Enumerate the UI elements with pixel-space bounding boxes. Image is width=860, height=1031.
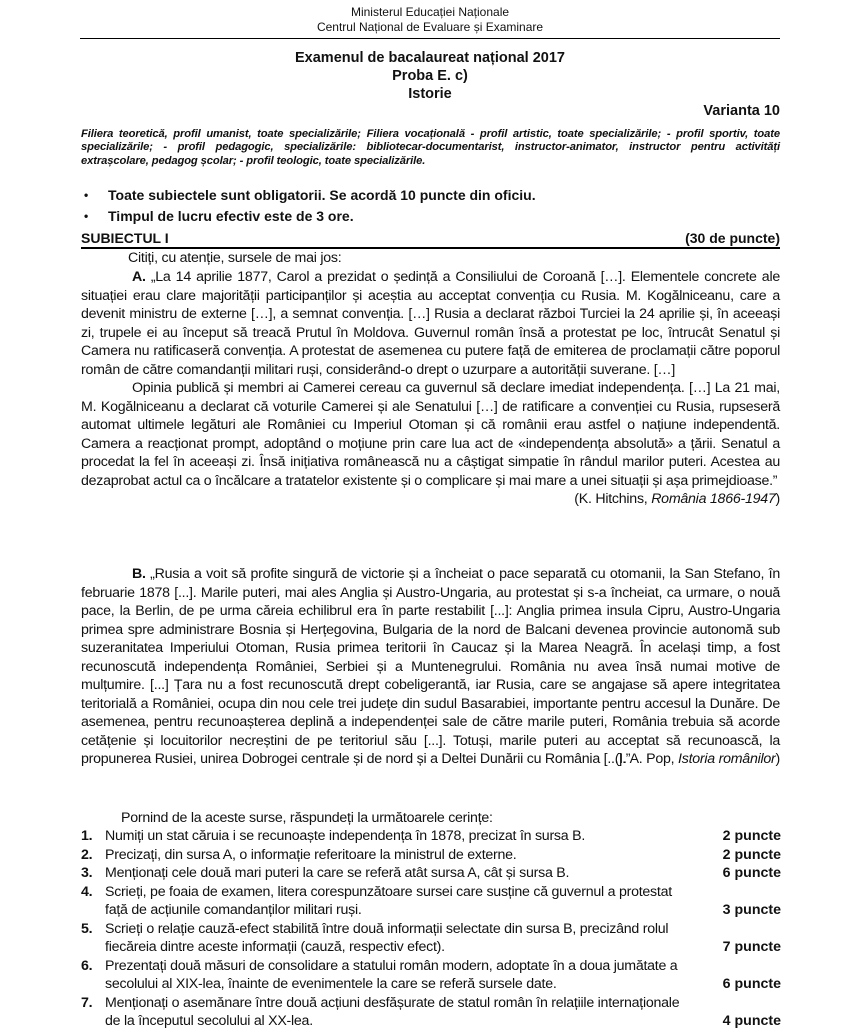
question-item: 2. Precizați, din sursa A, o informație referitoare la ministrul de externe. 2 puncte (81, 846, 781, 863)
rule-text: Toate subiectele sunt obligatorii. Se acordă 10 puncte din oficiu. (108, 187, 536, 203)
questions-prompt: Pornind de la aceste surse, răspundeți la următoarele cerințe: (121, 810, 493, 826)
question-item: 1. Numiți un stat căruia i se recunoaște independența în 1878, precizat în sursa B. 2 puncte (81, 828, 781, 844)
question-points: 6 puncte (722, 865, 781, 881)
source-b-citation: (I. A. Pop, Istoria românilor) (614, 751, 780, 767)
source-a-paragraph-2: Opinia publică și membri ai Camerei cereau ca guvernul să declare imediat independența. […] La 21 mai, M. Kogălniceanu a declarat că voturile Camerei și ale Senatului […] de ratificare a convenției cu Rusia, rupseseră automat ultimele legături ale României cu Imperiul Otoman și că românii erau astfel o națiune independentă. Camera a reacționat prompt, adoptând o moțiune prin care lua act de «independența absolută» a țării. Senatul a procedat la fel în aceeași zi. Însă inițiativa românească nu a câștigat simpatie în rândul marilor puteri. Acestea au dezaprobat actul ca o încălcare a tratatelor existente și o complicare și mai mare a unei situații și așa primejdioase.” (81, 380, 780, 489)
question-points: 2 puncte (722, 846, 781, 863)
question-points: 7 puncte (722, 939, 781, 955)
source-b-label: B. (132, 566, 146, 582)
question-item: 7. Menționați o asemănare între două acțiuni desfășurate de statul român în relațiile internaționale de la începutul secolului al XX-lea. 4 puncte (81, 994, 781, 1029)
question-item: 5. Scrieți o relație cauză-efect stabilită între două informații selectate din sursa B, precizând rolul fiecăreia dintre aceste informații (cauză, respectiv efect). 7 puncte (81, 920, 781, 955)
question-item: 3. Menționați cele două mari puteri la care se referă atât sursa A, cât și sursa B. 6 puncte (81, 865, 781, 881)
source-b-paragraph (81, 565, 780, 769)
source-b-work: Istoria românilor (678, 751, 776, 767)
source-a (81, 268, 780, 509)
exam-subject: Istorie (408, 86, 452, 102)
exam-proba: Proba E. c) (392, 68, 468, 84)
question-item: 6. Prezentați două măsuri de consolidare a statului român modern, adoptate în a doua jumătate a secolului al XIX-lea, înainte de evenimentele la care se referă sursele date. 6 puncte (81, 957, 781, 992)
source-a-paragraph-1 (81, 268, 780, 379)
exam-rule (84, 185, 784, 206)
filiera-profile-note: Filiera teoretică, profil umanist, toate specializările; Filiera vocațională - profil artistic, toate specializările; - profil sportiv, toate specializările; - profil pedagogic, specializările: bibliotecar-documentarist, instructor-animator, instructor pentru activități extrașcolare, pedagog școlar; - profil teologic, toate specializările. (81, 128, 780, 167)
source-a-work: România 1866-1947 (651, 491, 776, 507)
source-a-label: A. (132, 269, 146, 285)
subject-heading (81, 230, 780, 249)
subject-points: (30 de puncte) (685, 230, 780, 246)
bullet-icon: • (84, 209, 89, 223)
exam-rule (84, 206, 784, 227)
question-item: 4. Scrieți, pe foaia de examen, litera corespunzătoare sursei care susține că guvernul a protestat față de acțiunile comandanților militari ruși. 3 puncte (81, 883, 781, 918)
exam-title: Examenul de bacalaureat național 2017 (295, 50, 565, 66)
question-points: 3 puncte (722, 902, 781, 918)
header-divider (80, 38, 780, 39)
question-points: 6 puncte (722, 976, 781, 992)
exam-variant: Varianta 10 (703, 103, 780, 119)
center-name: Centrul Național de Evaluare și Examinare (316, 20, 544, 34)
rule-text: Timpul de lucru efectiv este de 3 ore. (108, 208, 354, 224)
ministry-name: Ministerul Educației Naționale (350, 5, 510, 19)
bullet-icon: • (84, 188, 89, 202)
questions-list (81, 827, 781, 1031)
source-b-text: „Rusia a voit să profite singură de victorie și a încheiat o pace separată cu otomanii, la San Stefano, în februarie 1878 [...]. Marile puteri, mai ales Anglia și Austro-Ungaria, au protestat și s-a încheiat, ca urmare, o nouă pace, la Berlin, de pe urma căreia echilibrul era în parte restabilit [...]: Anglia primea insula Cipru, Austro-Ungaria primea spre administrare Bosnia și Herțegovina, Bulgaria de la nord de Balcani devenea provincie autonomă sub suzeranitatea Imperiului Otoman, Rusia primea teritorii în Caucaz și la Marea Neagră. În același timp, a fost recunoscută independența României, Serbiei și a Muntenegrului. România nu avea însă numai motive de mulțumire. [...] Țara nu a fost recunoscută drept cobeligerantă, iar Rusia, care se angajase să apere integritatea teritorială a României, ocupa din nou cele trei județe din sudul Basarabiei, importante pentru accesul la Dunăre. De asemenea, pentru recunoașterea deplină a independenței sale de către marile puteri, România trebuia să acorde cetățenie și locuitorilor necreștini de pe teritoriul său [...]. Totuși, marile puteri au acceptat să recunoască, la propunerea Rusiei, unirea Dobrogei centrale și de nord și a Deltei Dunării cu România [...].” (81, 566, 780, 767)
subject-title: SUBIECTUL I (81, 230, 169, 246)
exam-rules-list (84, 185, 784, 227)
source-a-text-1: „La 14 aprilie 1877, Carol a prezidat o ședință a Consiliului de Coroană […]. Elementele concrete ale situației erau clare majorității participanților și aceștia au acceptat convenția cu Rusia. M. Kogălniceanu, care a devenit ministru de externe […], a semnat convenția. […] Rusia a declarat război Turciei la 24 aprilie și, în aceeași zi, trupele ei au început să treacă Prutul în Moldova. Guvernul român însă a protestat pe loc, întrucât Senatul și Camera nu ratificaseră convenția. A protestat de asemenea cu putere față de emiterea de proclamații către poporul român de către comandanții militari ruși, considerând-o drept o uzurpare a autorității suverane. […] (81, 269, 780, 378)
reading-instruction: Citiți, cu atenție, sursele de mai jos: (128, 250, 342, 266)
source-b (81, 565, 780, 769)
question-points: 4 puncte (722, 1013, 781, 1029)
source-a-citation: (K. Hitchins, România 1866-1947) (574, 491, 780, 507)
question-points: 2 puncte (722, 828, 781, 844)
